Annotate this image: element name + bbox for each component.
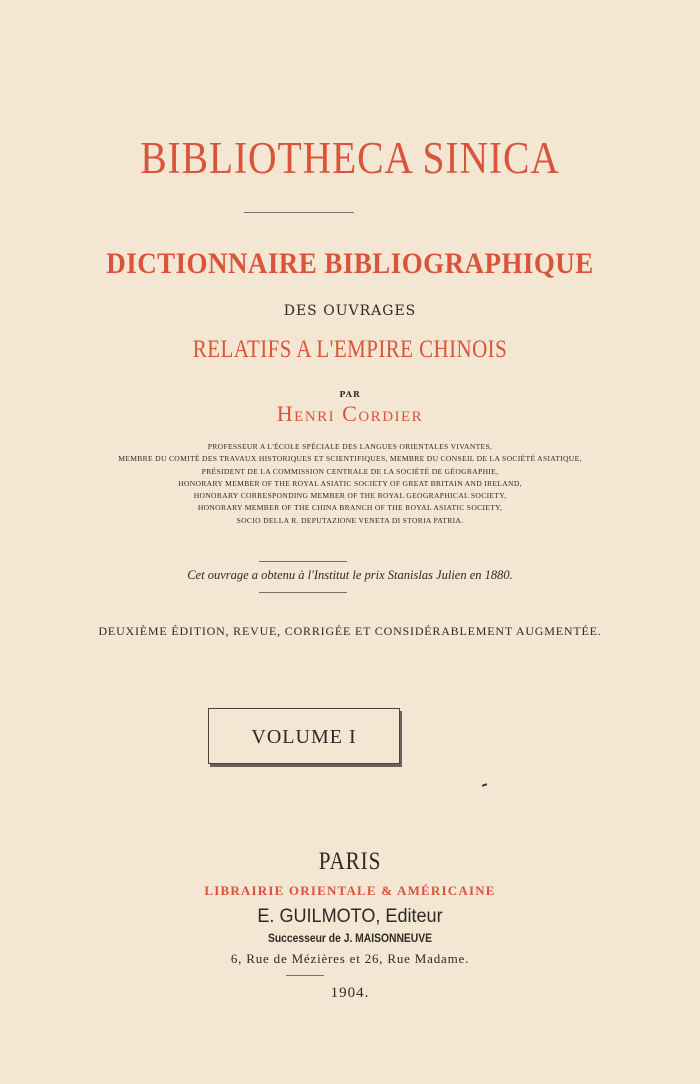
volume-label: VOLUME I [251,726,357,748]
par-line: PAR [339,389,361,399]
qualification-line: PROFESSEUR A L'ÉCOLE SPÉCIALE DES LANGUES ORIENTALES VIVANTES, [207,442,493,451]
imprint-city: PARIS [318,848,382,875]
volume-box [208,708,400,764]
book-title: BIBLIOTHECA SINICA [140,133,560,183]
prize-rule-top [259,561,347,562]
relatifs-line: RELATIFS A L'EMPIRE CHINOIS [192,336,508,363]
qualification-line: HONORARY MEMBER OF THE CHINA BRANCH OF THE ROYAL ASIATIC SOCIETY, [197,503,503,513]
ink-speck [482,783,487,787]
qualification-line: PRÉSIDENT DE LA COMMISSION CENTRALE DE LA SOCIÉTÉ DE GÉOGRAPHIE, [201,466,499,476]
des-ouvrages-line: DES OUVRAGES [283,303,417,319]
author-name: Henri Cordier [276,401,424,426]
prize-note: Cet ouvrage a obtenu à l'Institut le prix Stanislas Julien en 1880. [187,568,513,582]
imprint-editor: E. GUILMOTO, Editeur [257,906,443,927]
book-subtitle: DICTIONNAIRE BIBLIOGRAPHIQUE [106,247,594,280]
imprint-year: 1904. [330,985,370,1001]
year-rule [286,975,324,976]
imprint-successor: Successeur de J. MAISONNEUVE [267,931,433,945]
imprint-publisher: LIBRAIRIE ORIENTALE & AMÉRICAINE [204,883,496,898]
qualification-line: HONORARY MEMBER OF THE ROYAL ASIATIC SOCIETY OF GREAT BRITAIN AND IRELAND, [178,478,522,488]
qualification-line: MEMBRE DU COMITÉ DES TRAVAUX HISTORIQUES ET SCIENTIFIQUES, MEMBRE DU CONSEIL DE LA SOCIÉTÉ ASIATIQUE, [118,454,582,464]
prize-rule-bottom [259,592,347,593]
edition-note: DEUXIÈME ÉDITION, REVUE, CORRIGÉE ET CONSIDÉRABLEMENT AUGMENTÉE. [98,624,602,638]
title-rule [244,212,354,213]
qualification-line: HONORARY CORRESPONDING MEMBER OF THE ROYAL GEOGRAPHICAL SOCIETY, [193,491,507,501]
author-qualifications [0,441,700,527]
imprint-address: 6, Rue de Mézières et 26, Rue Madame. [230,951,470,966]
qualification-line: SOCIO DELLA R. DEPUTAZIONE VENETA DI STORIA PATRIA. [236,515,464,525]
